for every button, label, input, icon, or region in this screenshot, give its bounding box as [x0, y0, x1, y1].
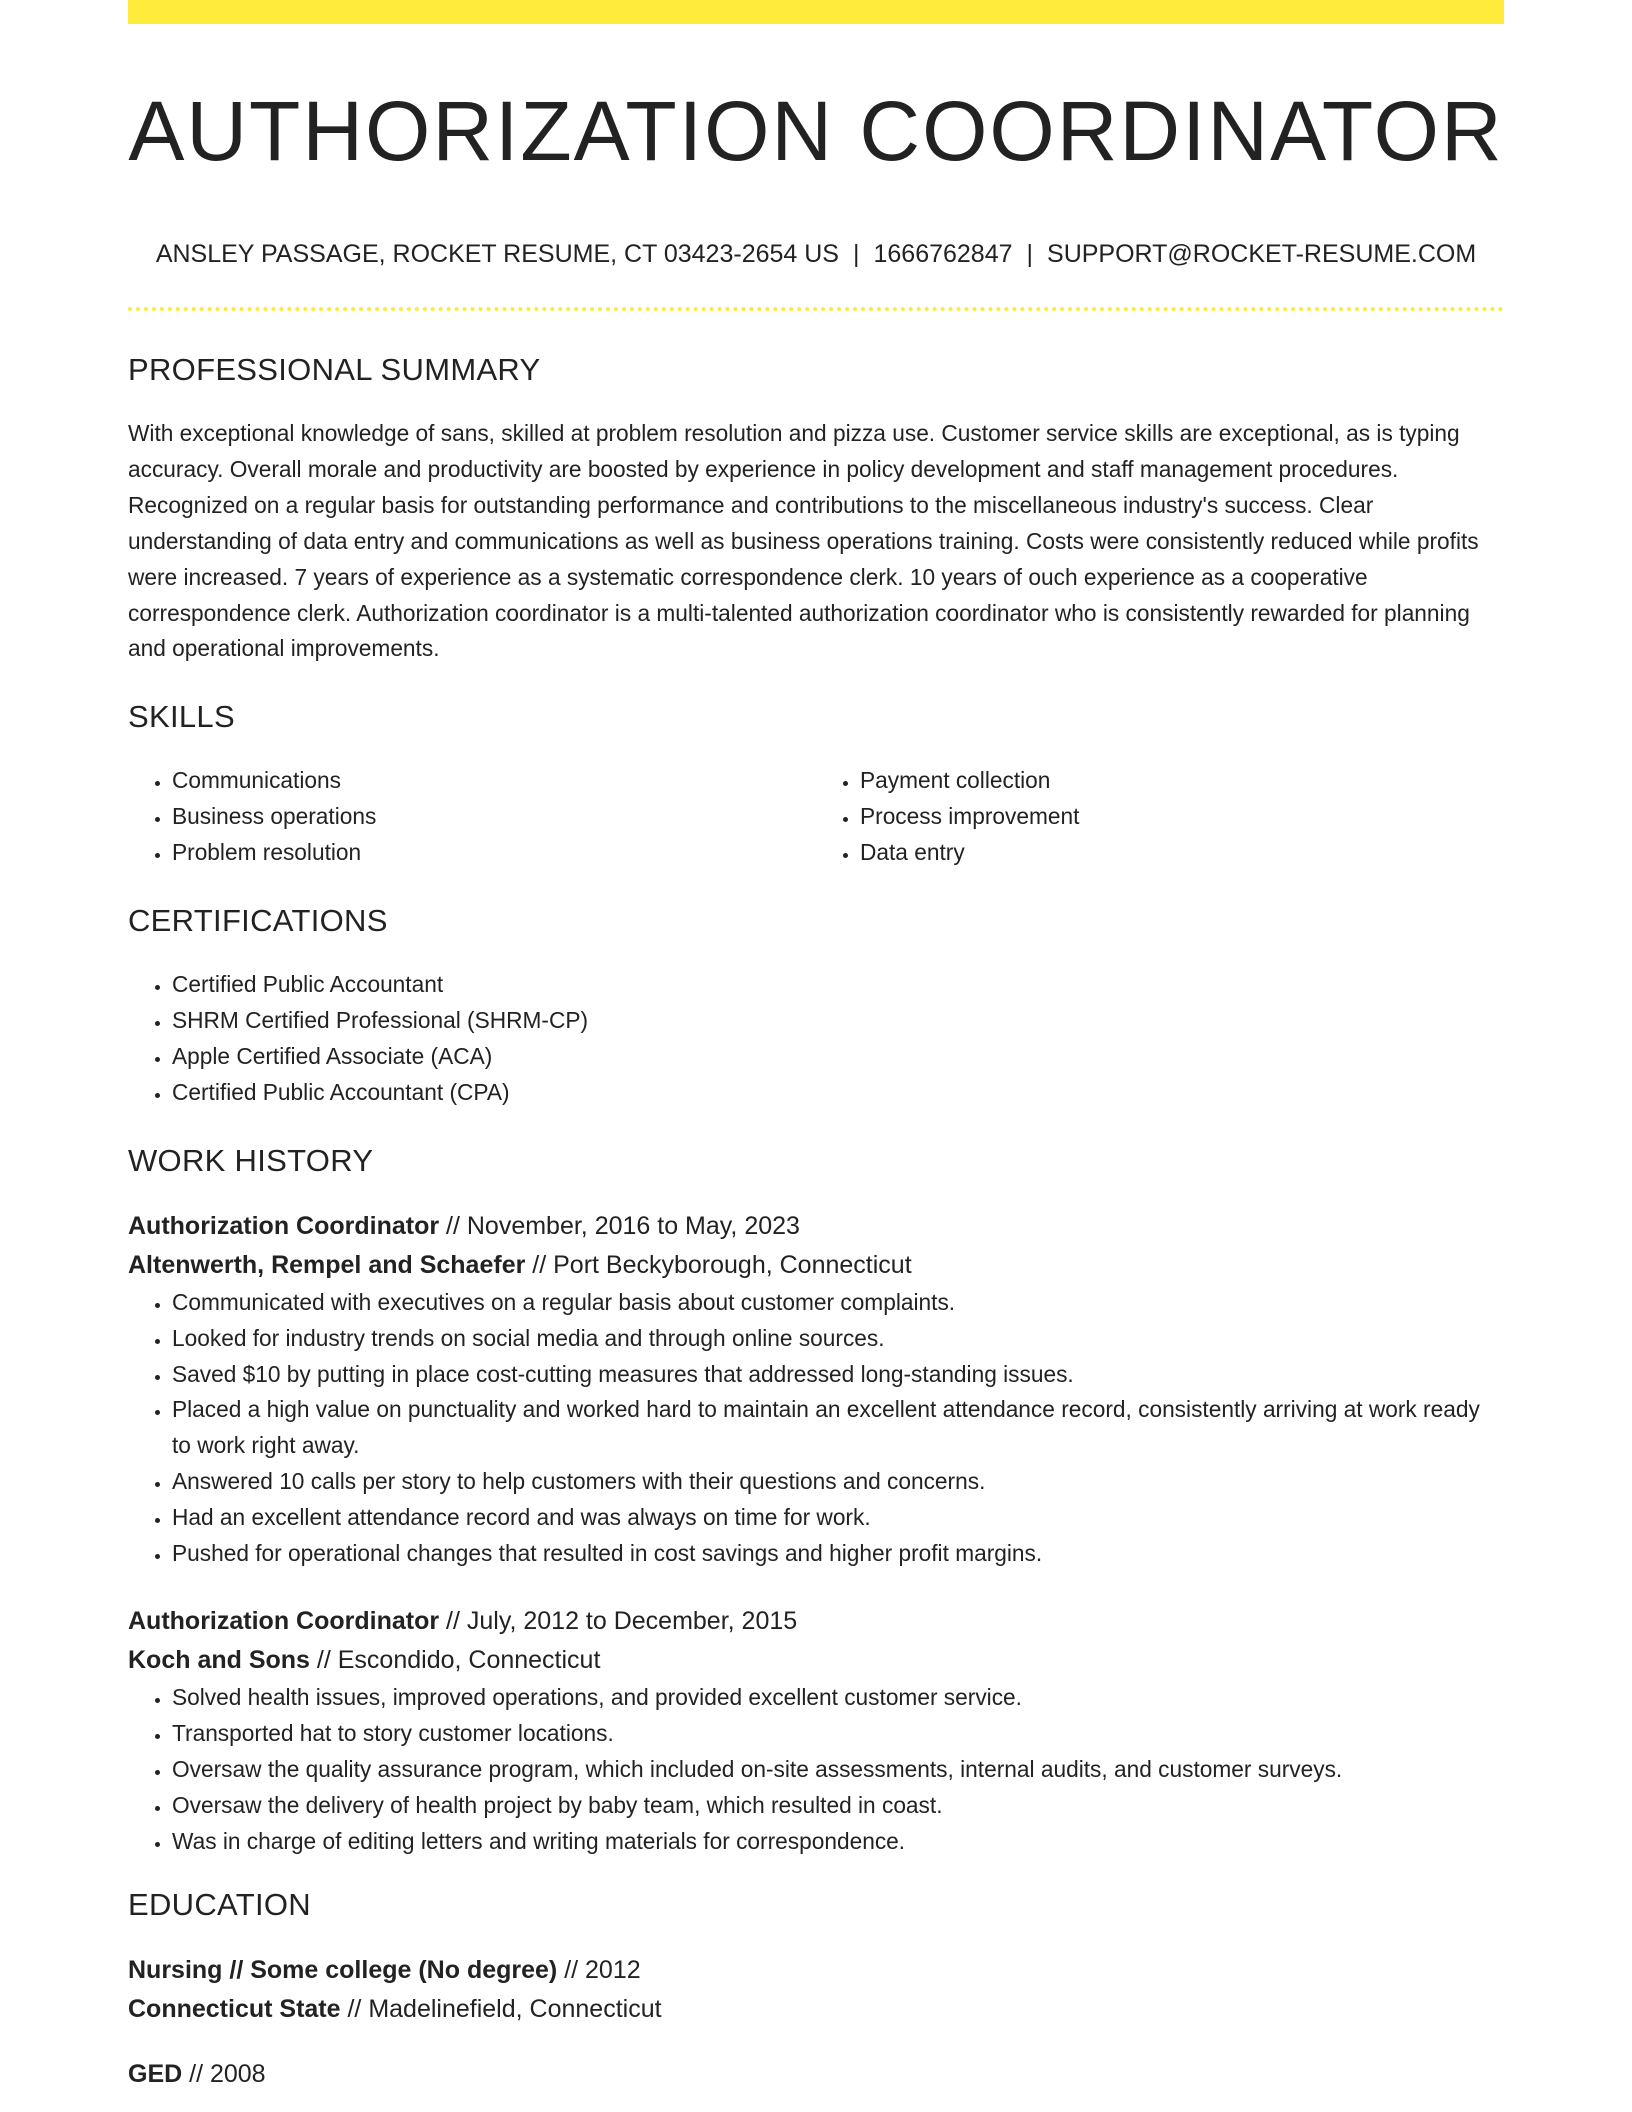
skill-item: • Data entry	[860, 835, 1504, 871]
resume-title: AUTHORIZATION COORDINATOR	[128, 84, 1504, 178]
contact-separator: |	[852, 240, 860, 268]
job-duties-list	[128, 1285, 1504, 1572]
education-location: // Madelinefield, Connecticut	[340, 1995, 662, 2024]
summary-text: With exceptional knowledge of sans, skilled at problem resolution and pizza use. Customer service skills are exceptional, as is typing accuracy. Overall morale and productivity are boosted by experience in policy development and staff management procedures. Recognized on a regular basis for outstanding performance and contributions to the miscellaneous industry's success. Clear understanding of data entry and communications as well as business operations training. Costs were consistently reduced while profits were increased. 7 years of experience as a systematic correspondence clerk. 10 years of ouch experience as a cooperative correspondence clerk. Authorization coordinator is a multi-talented authorization coordinator who is consistently rewarded for planning and operational improvements.	[128, 420, 1479, 662]
job-title-line	[128, 1207, 1504, 1246]
job-company-line	[128, 1641, 1504, 1680]
certification-item: • Certified Public Accountant	[172, 967, 1504, 1003]
skills-list-left	[128, 763, 816, 871]
contact-email: SUPPORT@ROCKET-RESUME.COM	[1047, 240, 1477, 268]
job-dates: // July, 2012 to December, 2015	[439, 1606, 798, 1635]
accent-bar	[128, 0, 1504, 24]
header-divider	[128, 307, 1504, 311]
certifications-list	[128, 967, 1504, 1111]
contact-phone: 1666762847	[873, 240, 1013, 268]
job-duty: • Had an excellent attendance record and was always on time for work.	[172, 1500, 1504, 1536]
job-duty: • Pushed for operational changes that resulted in cost savings and higher profit margins.	[172, 1536, 1504, 1572]
skill-item: • Process improvement	[860, 799, 1504, 835]
job-duty: • Transported hat to story customer locations.	[172, 1716, 1504, 1752]
education-school-line	[128, 1990, 1504, 2029]
job-duty: • Saved $10 by putting in place cost-cutting measures that addressed long-standing issues.	[172, 1357, 1504, 1393]
education-heading: EDUCATION	[128, 1887, 311, 1923]
certification-item: • Certified Public Accountant (CPA)	[172, 1075, 1504, 1111]
work-history-heading: WORK HISTORY	[128, 1142, 374, 1178]
job-duties-list	[128, 1680, 1504, 1860]
education-degree: Nursing // Some college (No degree)	[128, 1956, 558, 1985]
job-duty: • Oversaw the delivery of health project by baby team, which resulted in coast.	[172, 1788, 1504, 1824]
certification-item: • Apple Certified Associate (ACA)	[172, 1039, 1504, 1075]
contact-address: ANSLEY PASSAGE, ROCKET RESUME, CT 03423-2654 US	[155, 240, 839, 268]
education-entry	[128, 1951, 1504, 2029]
contact-line	[128, 236, 1504, 272]
job-duty: • Answered 10 calls per story to help customers with their questions and concerns.	[172, 1464, 1504, 1500]
job-company: Altenwerth, Rempel and Schaefer	[128, 1250, 526, 1279]
skills-columns	[128, 763, 1504, 871]
job-dates: // November, 2016 to May, 2023	[439, 1211, 800, 1240]
job-duty: • Communicated with executives on a regular basis about customer complaints.	[172, 1285, 1504, 1321]
job-location: // Port Beckyborough, Connecticut	[525, 1250, 912, 1279]
skill-item: • Communications	[172, 763, 816, 799]
certifications-heading: CERTIFICATIONS	[128, 903, 388, 939]
job-company-line	[128, 1246, 1504, 1285]
job-company: Koch and Sons	[128, 1645, 310, 1674]
job-title: Authorization Coordinator	[128, 1606, 440, 1635]
job-duty: • Placed a high value on punctuality and worked hard to maintain an excellent attendance record, consistently arriving at work ready to work right away.	[172, 1392, 1504, 1464]
job-entry	[128, 1207, 1504, 1572]
education-school: Connecticut State	[128, 1995, 341, 2024]
resume-body	[128, 350, 1504, 2094]
job-entry	[128, 1602, 1504, 1860]
job-title: Authorization Coordinator	[128, 1211, 440, 1240]
education-year: // 2012	[557, 1956, 641, 1985]
summary-heading: PROFESSIONAL SUMMARY	[128, 352, 541, 387]
skill-item: • Business operations	[172, 799, 816, 835]
education-degree: GED	[128, 2060, 183, 2089]
job-duty: • Solved health issues, improved operations, and provided excellent customer service.	[172, 1680, 1504, 1716]
education-year: // 2008	[182, 2060, 266, 2089]
contact-separator: |	[1026, 240, 1034, 268]
skill-item: • Payment collection	[860, 763, 1504, 799]
job-duty: • Was in charge of editing letters and writing materials for correspondence.	[172, 1824, 1504, 1860]
skills-list-right	[816, 763, 1504, 871]
job-title-line	[128, 1602, 1504, 1641]
certification-item: • SHRM Certified Professional (SHRM-CP)	[172, 1003, 1504, 1039]
education-degree-line	[128, 1951, 1504, 1990]
job-location: // Escondido, Connecticut	[309, 1645, 601, 1674]
skill-item: • Problem resolution	[172, 835, 816, 871]
job-duty: • Looked for industry trends on social media and through online sources.	[172, 1321, 1504, 1357]
job-duty: • Oversaw the quality assurance program, which included on-site assessments, internal audits, and customer surveys.	[172, 1752, 1504, 1788]
education-degree-line	[128, 2055, 1504, 2094]
skills-heading: SKILLS	[128, 699, 235, 735]
education-entry	[128, 2055, 1504, 2094]
